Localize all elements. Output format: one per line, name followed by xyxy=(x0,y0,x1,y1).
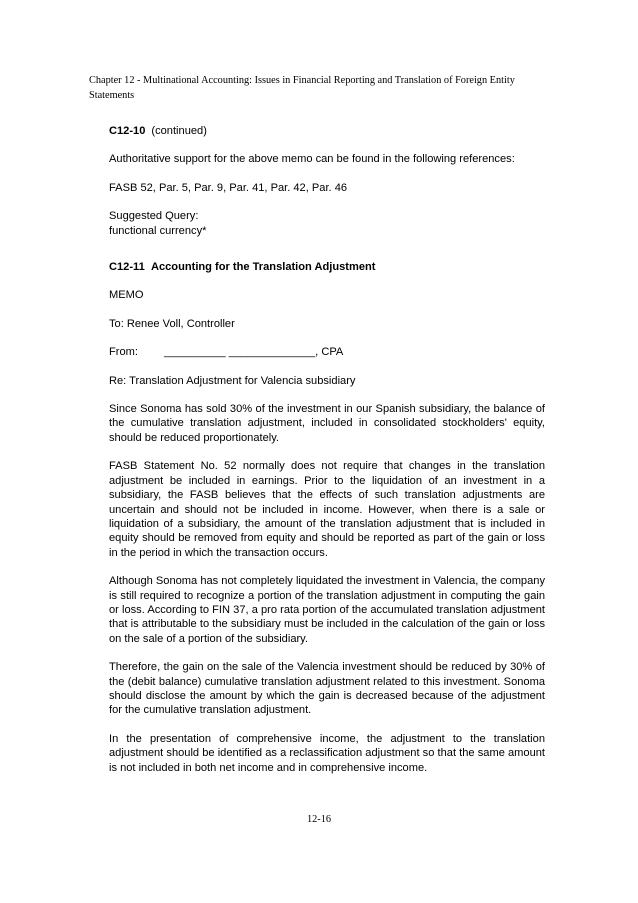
paragraph: Although Sonoma has not completely liquidated the investment in Valencia, the company is still required to recognize a portion of the translation adjustment in computing the gain or loss. According to FIN 37, a pro rata portion of the accumulated translation adjustment that is attributable to the subsidiary must be included in the calculation of the gain or loss on the sale of a portion of the subsidiary. xyxy=(109,575,545,645)
header-line-1: Chapter 12 - Multinational Accounting: Issues in Financial Reporting and Translation of Foreign Entity xyxy=(89,75,515,86)
paragraph: Therefore, the gain on the sale of the Valencia investment should be reduced by 30% of the (debit balance) cumulative translation adjustment related to this investment. Sonoma should disclose the amount by which the gain is decreased because of the adjustment for the cumulative translation adjustment. xyxy=(109,661,545,717)
support-statement: Authoritative support for the above memo can be found in the following references: xyxy=(109,153,515,166)
from-label: From: xyxy=(109,346,138,359)
section-code: C12-10 xyxy=(109,125,146,137)
references-line: FASB 52, Par. 5, Par. 9, Par. 41, Par. 42, Par. 46 xyxy=(109,181,348,194)
memo-to: To: Renee Voll, Controller xyxy=(109,317,235,330)
paragraph: FASB Statement No. 52 normally does not require that changes in the translation adjustment be included in earnings. Prior to the liquidation of an investment in a subsidiary, the FASB believes that the effects of such translation adjustments are uncertain and should not be included in income. However, when there is a sale or liquidation of a subsidiary, the amount of the translation adjustment that is included in equity should be removed from equity and should be reported as part of the gain or loss in the period in which the transaction occurs. xyxy=(109,460,545,559)
continued-label: (continued) xyxy=(151,125,207,137)
section-heading-c12-10 xyxy=(109,124,545,138)
paragraph: In the presentation of comprehensive income, the adjustment to the translation adjustment should be identified as a reclassification adjustment so that the same amount is not included in both net income and in comprehensive income. xyxy=(109,732,545,774)
section-title: Accounting for the Translation Adjustment xyxy=(150,261,376,274)
paragraph: Since Sonoma has sold 30% of the investment in our Spanish subsidiary, the balance of the cumulative translation adjustment, included in consolidated stockholders' equity, should be reduced proportionately. xyxy=(109,403,545,444)
memo-re: Re: Translation Adjustment for Valencia subsidiary xyxy=(109,374,356,387)
document-body xyxy=(109,124,545,775)
section-heading-c12-11 xyxy=(109,260,545,274)
running-header xyxy=(89,73,549,103)
from-value: __________ ______________, CPA xyxy=(164,346,344,359)
query-text: functional currency* xyxy=(109,224,207,237)
section-code: C12-11 xyxy=(109,261,145,274)
page-number: 12-16 xyxy=(306,814,332,825)
header-line-2: Statements xyxy=(89,90,135,101)
memo-from xyxy=(109,345,545,359)
memo-label: MEMO xyxy=(109,289,144,302)
query-label: Suggested Query: xyxy=(109,210,199,223)
